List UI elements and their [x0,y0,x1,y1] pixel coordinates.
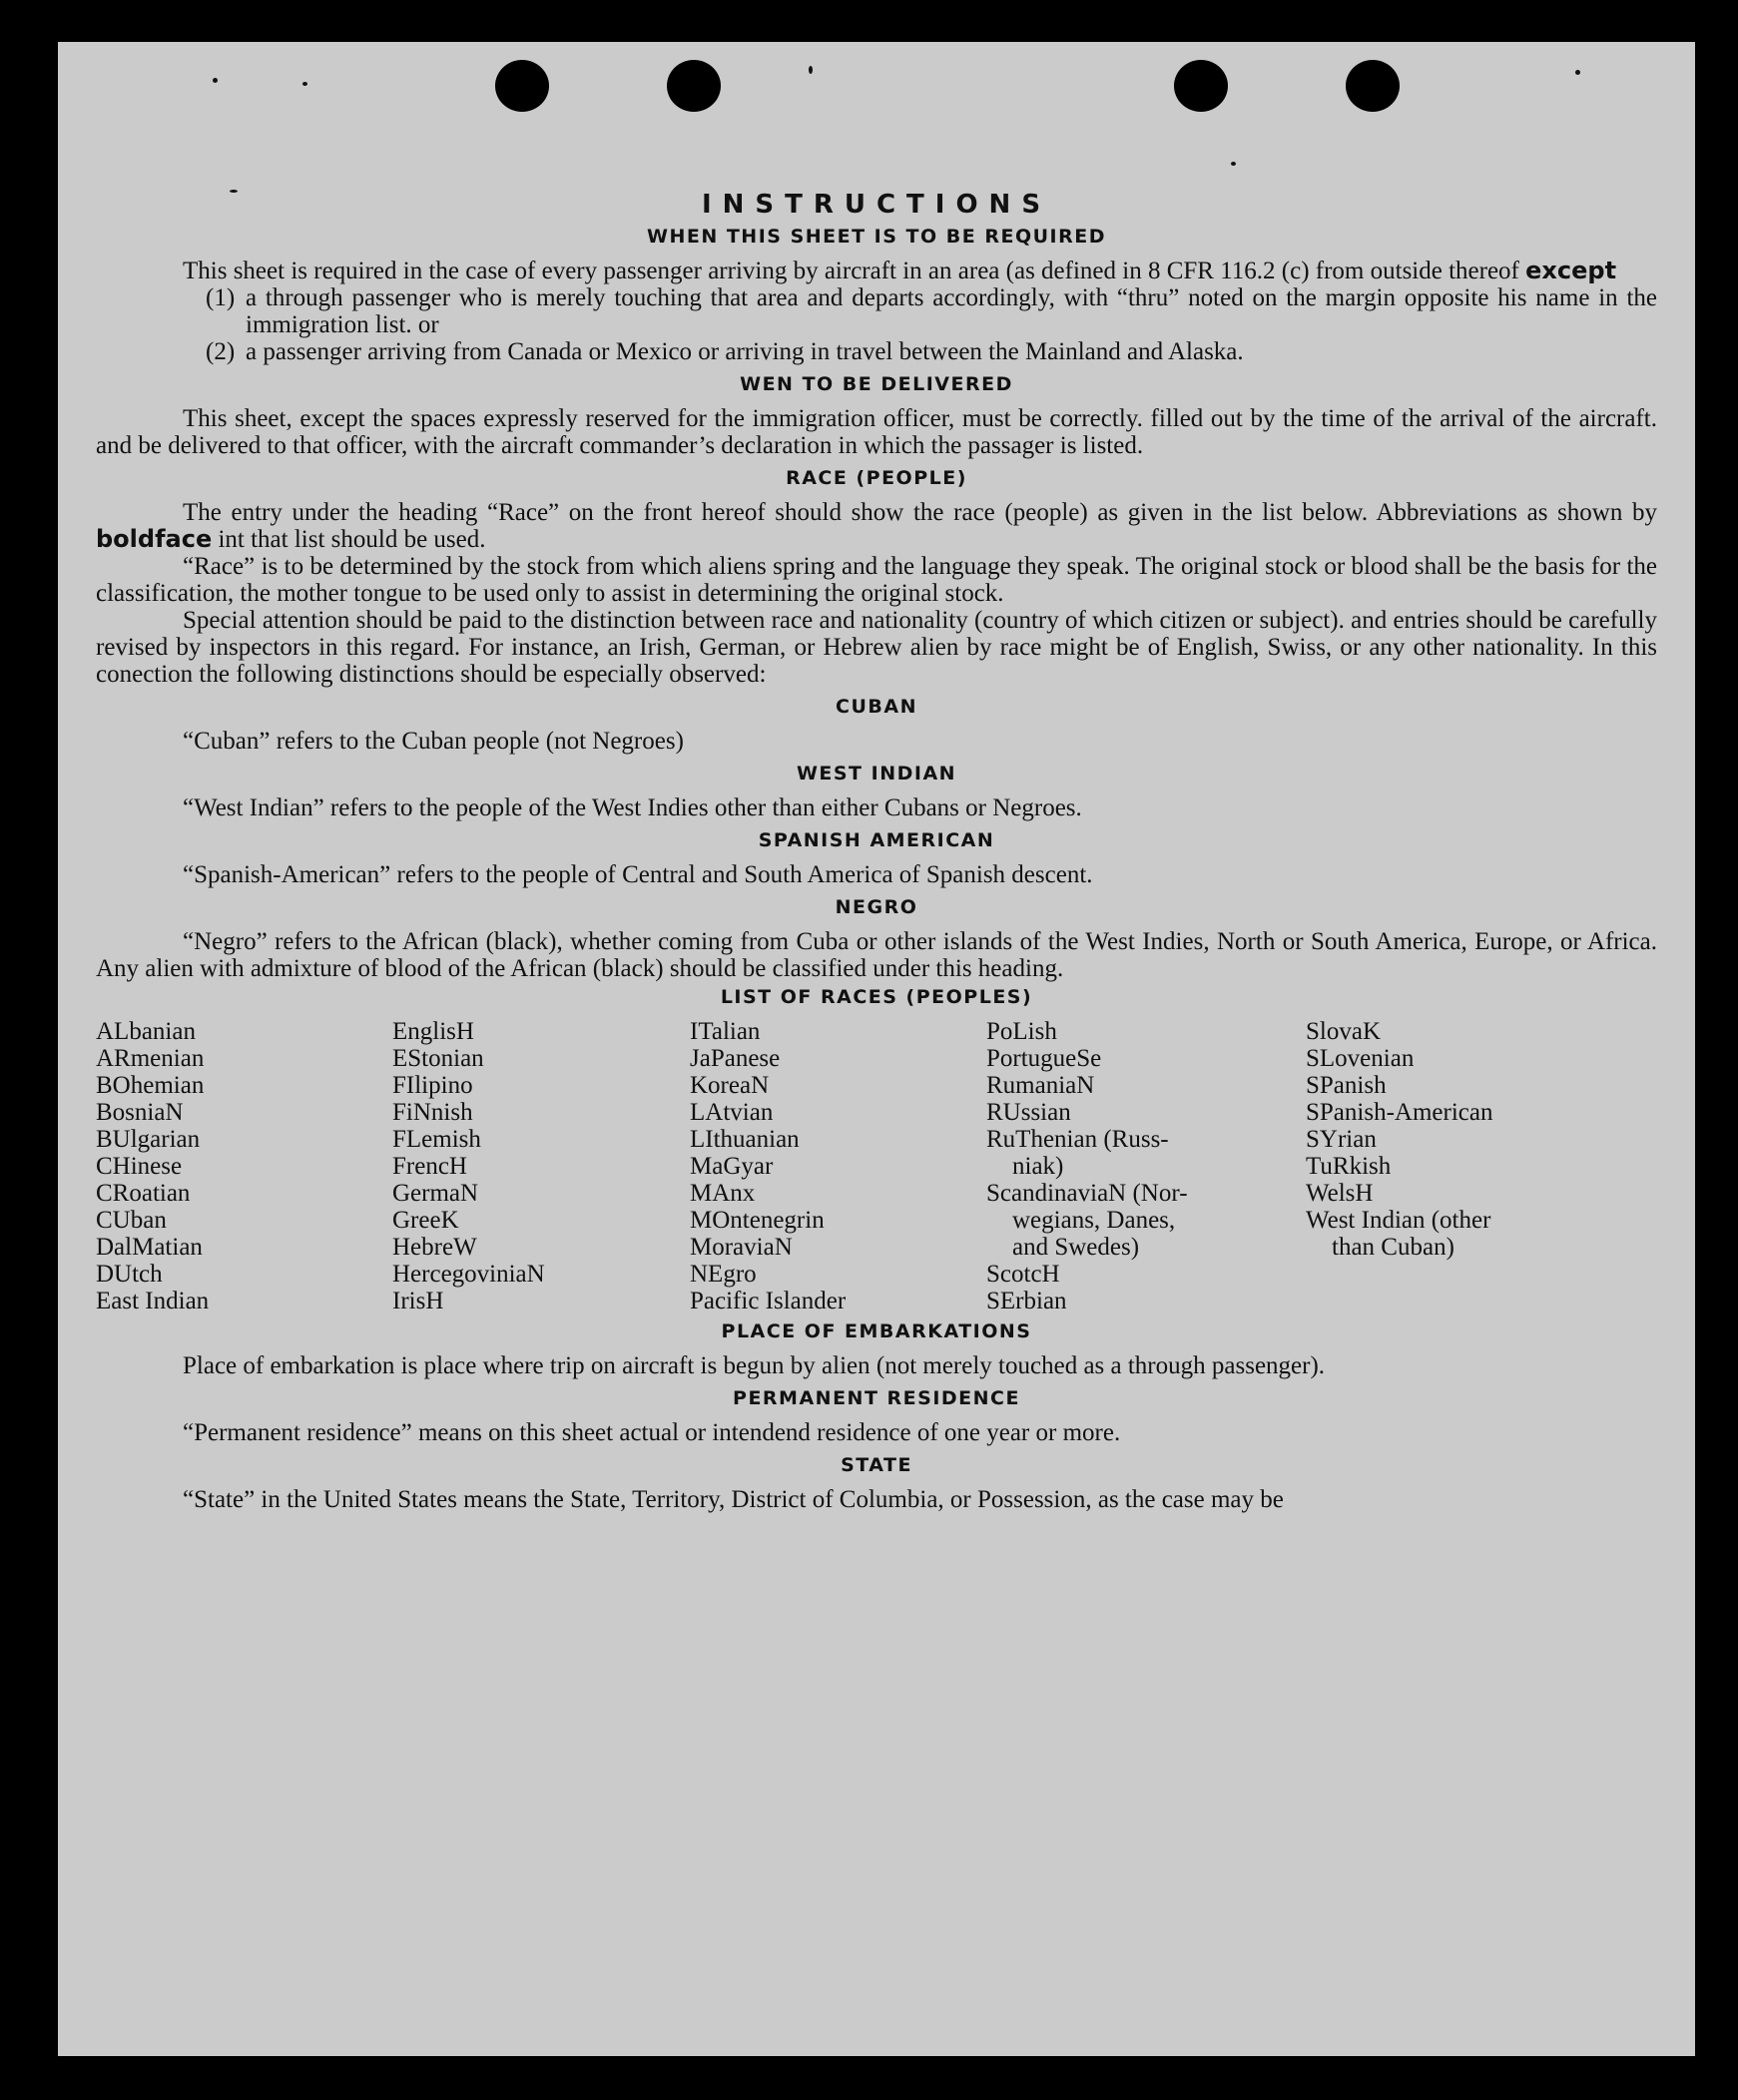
section-title-delivered: WEN TO BE DELIVERED [740,373,1013,395]
races-column-2: EnglisH EStonian FIlipino FiNnish FLemish FrencH GermaN GreeK HebreW HercegoviniaN IrisH [392,1018,545,1314]
permanent-residence-text: “Permanent residence” means on this sheet actual or intendend residence of one year or more. [183,1419,1121,1446]
section-title-embarkations: PLACE OF EMBARKATIONS [721,1320,1032,1342]
west-indian-text: “West Indian” refers to the people of the West Indies other than either Cubans or Negroes. [183,794,1082,821]
punch-hole [667,60,721,112]
section-title-race: RACE (PEOPLE) [786,467,967,489]
races-column-4: PoLish PortugueSe RumaniaN RUssian RuThenian (Russ- niak) ScandinaviaN (Nor- wegians, Danes, and Swedes) ScotcH SErbian [986,1018,1188,1314]
section-title-required: WHEN THIS SHEET IS TO BE REQUIRED [646,226,1106,248]
section-title-negro: NEGRO [835,896,918,918]
speck [302,82,307,86]
section-title-cuban: CUBAN [836,696,917,718]
section-title-permanent-residence: PERMANENT RESIDENCE [733,1387,1020,1409]
document-page [58,42,1695,2056]
state-text: “State” in the United States means the State, Territory, District of Columbia, or Possession, as the case may be [183,1486,1284,1513]
races-column-1: ALbanian ARmenian BOhemian BosniaN BUlgarian CHinese CRoatian CUban DalMatian DUtch East Indian [96,1018,210,1314]
race-paragraph-1: The entry under the heading “Race” on the front hereof should show the race (people) as given in the list below. Abbreviations as shown by boldface int that list should be used. [96,499,1657,553]
list-item: (1) a through passenger who is merely touching that area and departs accordingly, with “thru” noted on the margin opposite his name in the immigration list. or [206,284,1657,338]
speck [213,78,218,83]
speck [809,66,813,74]
punch-hole [495,60,549,112]
races-column-5: SlovaK SLovenian SPanish SPanish-American SYrian TuRkish WelsH West Indian (other than Cuban) [1306,1018,1493,1261]
section-title-west-indian: WEST INDIAN [796,763,957,785]
cuban-text: “Cuban” refers to the Cuban people (not Negroes) [183,728,684,755]
embarkation-text: Place of embarkation is place where trip on aircraft is begun by alien (not merely touched as a through passenger). [183,1352,1326,1379]
negro-text: “Negro” refers to the African (black), whether coming from Cuba or other islands of the West Indies, North or South America, Europe, or Africa. Any alien with admixture of blood of the African (black) should be classified under this heading. [96,928,1657,982]
instructions-content [96,190,1657,1513]
boldface-word: boldface [96,525,213,553]
except-bold: except [1525,257,1617,284]
spanish-american-text: “Spanish-American” refers to the people of Central and South America of Spanish descent. [183,861,1093,888]
race-paragraph-3: Special attention should be paid to the distinction between race and nationality (country of which citizen or subject). and entries should be carefully revised by inspectors in this regard. For instance, an Irish, German, or Hebrew alien by race might be of English, Swiss, or any other nationality. In this conection the following distinctions should be especially observed: [96,607,1657,688]
punch-hole [1174,60,1228,112]
speck [1231,162,1236,166]
section-title-spanish-american: SPANISH AMERICAN [758,829,995,851]
delivered-paragraph: This sheet, except the spaces expressly reserved for the immigration officer, must be correctly. filled out by the time of the arrival of the aircraft. and be delivered to that officer, with the aircraft commander’s declaration in which the passager is listed. [96,405,1657,459]
race-paragraph-2: “Race” is to be determined by the stock from which aliens spring and the language they speak. The original stock or blood shall be the basis for the classification, the mother tongue to be used only to assist in determining the original stock. [96,553,1657,607]
section-title-list-of-races: LIST OF RACES (PEOPLES) [720,986,1033,1008]
section-title-state: STATE [841,1454,912,1476]
required-paragraph: This sheet is required in the case of every passenger arriving by aircraft in an area (as defined in 8 CFR 116.2 (c) from outside thereof except [183,257,1617,284]
punch-hole [1346,60,1400,112]
page-title: INSTRUCTIONS [701,190,1052,220]
races-column-3: ITalian JaPanese KoreaN LAtvian LIthuanian MaGyar MAnx MOntenegrin MoraviaN NEgro Pacific Islander [690,1018,847,1314]
list-item: (2) a passenger arriving from Canada or Mexico or arriving in travel between the Mainland and Alaska. [206,338,1244,365]
races-table [96,1018,1657,1314]
speck [1575,70,1580,75]
